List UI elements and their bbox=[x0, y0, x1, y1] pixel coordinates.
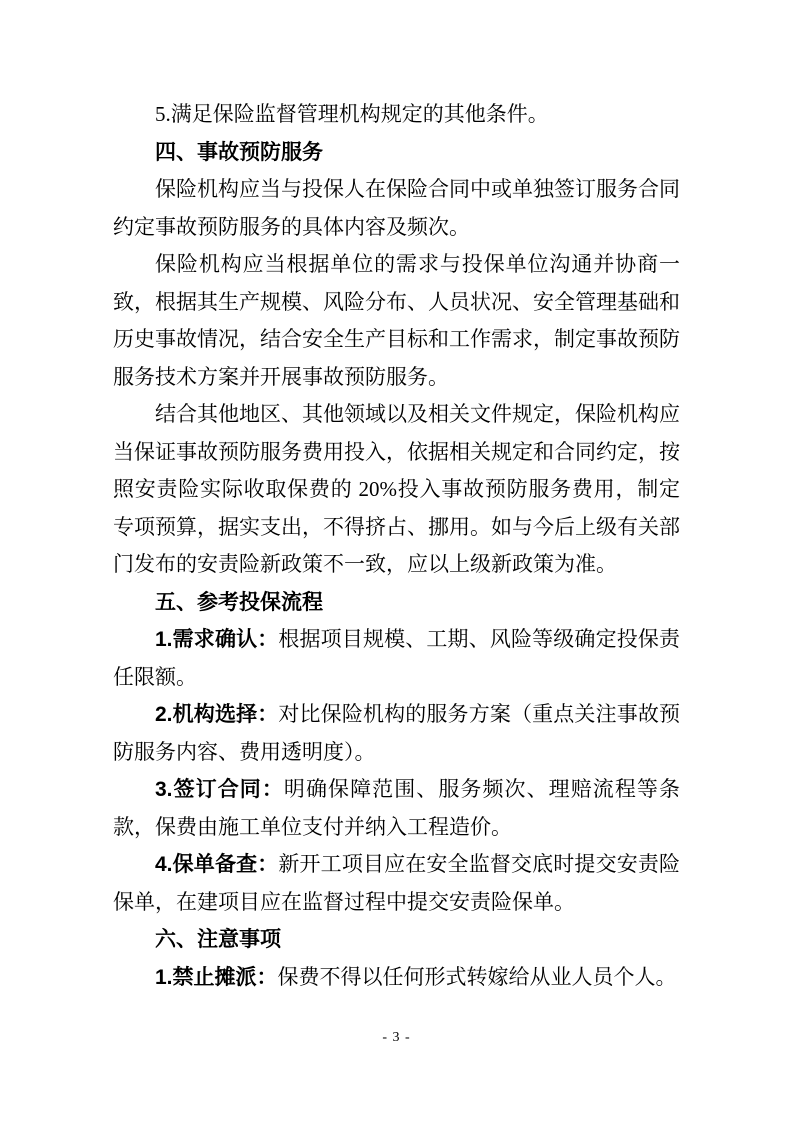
text-run: 结合其他地区、其他领域以及相关文件规定，保险机构应当保证事故预防服务费用投入，依据相关规定和合同约定，按照安责险实际收取保费的 20%投入事故预防服务费用，制定专项预算，据实支出，不得挤占、挪用。如与今后上级有关部门发布的安责险新政策不一致，应以上级新政策为准。 bbox=[113, 402, 680, 576]
paragraph bbox=[113, 696, 680, 771]
text-run: 新开工项目应在安全监督交底时提交安责险保单，在建项目应在监督过程中提交安责险保单。 bbox=[113, 852, 681, 914]
bold-run: 4.保单备查： bbox=[155, 853, 279, 876]
bold-run: 五、参考投保流程 bbox=[155, 590, 323, 614]
text-run: 明确保障范围、服务频次、理赔流程等条款，保费由施工单位支付并纳入工程造价。 bbox=[113, 777, 681, 839]
bold-run: 1.禁止摊派： bbox=[155, 965, 278, 989]
paragraph bbox=[113, 771, 680, 846]
section-heading bbox=[113, 584, 680, 622]
page-number: - 3 - bbox=[382, 1030, 411, 1045]
paragraph bbox=[113, 246, 680, 396]
text-run: 保险机构应当与投保人在保险合同中或单独签订服务合同约定事故预防服务的具体内容及频次。 bbox=[113, 177, 680, 239]
text-run: 根据项目规模、工期、风险等级确定投保责任限额。 bbox=[113, 627, 681, 689]
paragraph bbox=[113, 396, 680, 584]
section-heading bbox=[113, 921, 680, 959]
section-heading bbox=[113, 134, 680, 172]
bold-run: 1.需求确认： bbox=[155, 628, 279, 651]
bold-run: 3.签订合同： bbox=[155, 778, 284, 801]
bold-run: 六、注意事项 bbox=[155, 928, 281, 951]
text-run: 5.满足保险监督管理机构规定的其他条件。 bbox=[155, 102, 549, 126]
paragraph bbox=[113, 171, 680, 246]
document-body bbox=[113, 96, 680, 996]
text-run: 保险机构应当根据单位的需求与投保单位沟通并协商一致，根据其生产规模、风险分布、人员状况、安全管理基础和历史事故情况，结合安全生产目标和工作需求，制定事故预防服务技术方案并开展事故预防服务。 bbox=[113, 252, 680, 389]
bold-run: 2.机构选择： bbox=[155, 703, 279, 726]
text-run: 对比保险机构的服务方案（重点关注事故预防服务内容、费用透明度）。 bbox=[113, 702, 681, 764]
paragraph bbox=[113, 846, 680, 921]
paragraph bbox=[113, 96, 680, 134]
paragraph bbox=[113, 959, 680, 997]
paragraph bbox=[113, 621, 680, 696]
bold-run: 四、事故预防服务 bbox=[155, 140, 323, 164]
text-run: 保费不得以任何形式转嫁给从业人员个人。 bbox=[277, 964, 677, 989]
